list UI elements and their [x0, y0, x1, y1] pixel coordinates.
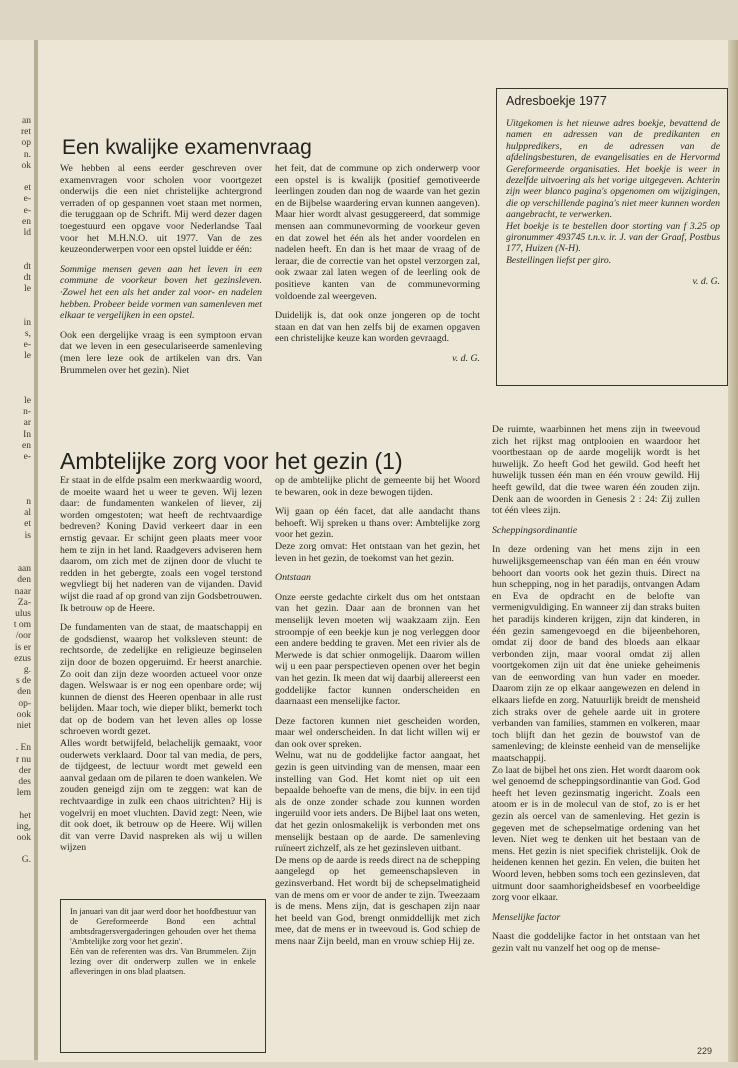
article1-quote: Sommige mensen geven aan het leven in een commune de voorkeur boven het gezinsleven. ·Zowel het een als het ander zal voor- en nadelen hebben. Probeer beide vormen van samenleven met elkaar te vergelijken in een opstel.: [60, 263, 262, 322]
article2-column-3: [492, 424, 700, 963]
section-heading-ontstaan: Ontstaan: [275, 572, 311, 584]
adresboekje-title: Adresboekje 1977: [506, 94, 607, 108]
article1-paragraph: We hebben al eens eerder geschreven over examenvragen voor scholen voor voortgezet onderwijs die een niet christelijke achtergrond verraden of op gespannen voet staan met normen, die teruggaan op de Schrift. Mij werd dezer dagen toegestuurd een opgave voor Nederlandse Taal voor het M.H.N.O. uit 1977. Van de zes keuzeonderwerpen voor een opstel luidde er één:: [60, 163, 262, 256]
adresboekje-paragraph: Het boekje is te bestellen door storting van f 3.25 op gironummer 493745 t.n.v. ir. J. van der Graaf, Postbus 177, Huizen (N-H).: [506, 220, 720, 255]
section-heading-menselijke-factor: Menselijke factor: [492, 911, 561, 923]
article2-paragraph: Zo laat de bijbel het ons zien. Het wordt daarom ook wel genoemd de scheppingsordinantie van God. God heeft het leven gezinsmatig ingericht. Zoals een atoom er is in de molecul van de stof, zo is er het gezin als oercel van de samenleving. Het gezin is gegeven met de schepselmatige ordening van het leven. Niet weg te denken uit het bestaan van de mens. Het gezin is niet specifiek christelijk. Ook de heidenen kennen het gezin. En velen, die buiten het Woord leven, hebben soms toch een gezinsleven, dat uitmunt door saamhorigheidsbesef en voorbeeldige zorg voor elkaar.: [492, 764, 700, 904]
lecture-notice-text: [70, 906, 256, 976]
article1-paragraph: Ook een dergelijke vraag is een symptoon ervan dat we leven in een geseculariseerde samenleving (men lere leze ook de artikelen van drs. Van Brummelen over het gezin). Niet: [60, 329, 262, 376]
previous-page-edge: [0, 40, 34, 1060]
article2-paragraph: Welnu, wat nu de goddelijke factor aangaat, het gezin is geen uitvinding van de mensen, maar een instelling van God. Het komt niet op uit een bepaalde behoefte van de mens, die bijv. in een tijd als de onze zonder schade zou kunnen worden ingeruild voor iets anders. De Bijbel laat ons weten, dat het gezin onlosmakelijk is verbonden met ons menselijk bestaan op de aarde. De samenleving ruïneert zichzelf, als ze het gezinsleven uitbant.: [275, 750, 480, 855]
article1-column-left: [60, 163, 262, 384]
article2-paragraph: In deze ordening van het mens zijn in een huwelijksgemeenschap van één man en één vrouw behoort dan voorts ook het gezin thuis. Direct na hun schepping, nog in het paradijs, ontvangen Adam en Eva de opdracht en de belofte van vermenigvuldiging. En wanneer zij dan straks buiten het paradijs kinderen krijgen, zijn dat kinderen, in één gezin samengevoegd en die bijeenbehoren, omdat zij door de band des bloeds aan elkaar verbonden zijn, maar vooral omdat zij allen voortgekomen zijn uit dat ène unieke geheimenis van de eenwording van hun vader en moeder. Daarom zijn ze op elkaar aangewezen en delend in elkaars liefde en zorg. Natuurlijk breidt de mensheid zich straks over de gehele aarde uit in grotere verbanden van families, stammen en volkeren, maar toch blijft dan het gezin de bouwstof van de samenleving; de kleinste eenheid van de menselijke maatschappij.: [492, 544, 700, 765]
article1-paragraph: Duidelijk is, dat ook onze jongeren op de tocht staan en dat van hen zelfs bij de examen opgaven een christelijke keuze kan worden gevraagd.: [275, 310, 480, 345]
article2-paragraph: Alles wordt betwijfeld, belachelijk gemaakt, voor ouderwets verklaard. Door tal van media, de pers, de tijdgeest, de lectuur wordt met geweld een aanval gedaan om de pilaren te doen wankelen. We zouden geneigd zijn om te zeggen: wat kan de rechtvaardige in zulk een chaos uitrichten? Hij is vogelvrij en moet vluchten. David zegt: Neen, wie dit ook doet, ik betrouw op de Heere. Wij willen dit van verre David naspreken als wij u willen wijzen: [60, 738, 262, 854]
magazine-page: [38, 40, 728, 1062]
article2-paragraph: De ruimte, waarbinnen het mens zijn in tweevoud zich het rijkst mag ontplooien en waardoor het voortbestaan op de aarde mogelijk wordt is het huwelijk. Zo heeft God het gewild. God heeft het huwelijk tussen één man en één vrouw gewild. Hij heeft gewild, dat die twee waren één zouden zijn. Denk aan de woorden in Genesis 2 : 24: Zij zullen tot één vlees zijn.: [492, 424, 700, 517]
article2-column-1: [60, 475, 262, 862]
article2-paragraph: op de ambtelijke plicht de gemeente bij het Woord te bewaren, ook in deze bewogen tijden.: [275, 475, 480, 498]
adresboekje-paragraph: Bestellingen liefst per giro.: [506, 254, 612, 266]
page-number: 229: [696, 1046, 712, 1056]
article2-paragraph: Naast die goddelijke factor in het ontstaan van het gezin valt nu vanzelf het oog op de mense-: [492, 931, 700, 954]
previous-page-fragments: an ret op n. ok et e- e- en ld dt dt le in s, e- le le n- ar In en e- n al et is aan den naar Za- ulus t om /oor is er ezus g. s de den op- ook niet . En r nu der des lem het ing, ook G.: [13, 116, 31, 866]
article2-paragraph: Deze zorg omvat: Het ontstaan van het gezin, het leven in het gezin, de toekomst van het gezin.: [275, 540, 480, 564]
article2-title: Ambtelijke zorg voor het gezin (1): [60, 448, 403, 474]
section-heading-scheppingsordinantie: Scheppingsordinantie: [492, 524, 578, 536]
page-edge: [728, 40, 738, 1062]
article2-paragraph: Onze eerste gedachte cirkelt dus om het ontstaan van het gezin. Daar aan de bronnen van het menselijk leven moeten wij waakzaam zijn. Een stroompje of een beekje kun je nog verleggen door een andere bedding te graven. Met een rivier als de Merwede is dat schier onmogelijk. Daarom willen wij u een paar perspectieven openen over het begin van het gezin. Ik meen dat wij daarbij allereerst een goddelijke factor kunnen onderscheiden en daarnaast een menselijke factor.: [275, 591, 480, 708]
lecture-notice-paragraph: In januari van dit jaar werd door het hoofdbestuur van de Gereformeerde Bond een achttal ambtsdragersvergaderingen gehouden over het thema 'Ambtelijke zorg voor het gezin'.: [70, 906, 256, 946]
article2-paragraph: Deze factoren kunnen niet gescheiden worden, maar wel onderscheiden. In dat licht willen wij er dan ook over spreken.: [275, 715, 480, 750]
lecture-notice-paragraph: Eén van de referenten was drs. Van Brummelen. Zijn lezing over dit onderwerp zullen we in enkele afleveringen in ons blad plaatsen.: [70, 946, 256, 976]
article2-paragraph: De mens op de aarde is reeds direct na de schepping aangelegd op het gemeenschapsleven in gezinsverband. Het wordt bij de schepselmatigheid van de mens om er voor de ander te zijn. Tweezaam is de mens. Mens zijn, dat is geschapen zijn naar het beeld van God, brengt onmiddellijk met zich mee, dat de mens er in tweevoud is. God schiep de mens naar Zijn beeld, man en vrouw schiep Hij ze.: [275, 854, 480, 947]
adresboekje-paragraph: Uitgekomen is het nieuwe adres boekje, bevattend de namen en adressen van de predikanten en hulppredikers, en de adressen van de afdelingsbesturen, de evangelisaties en de Hervormd Gereformeerde organisaties. Het boekje is weer in dezelfde uitvoering als het vorige uitgegeven. Achterin zijn weer blanco pagina's opgenomen om wijzigingen, die op verschillende pagina's niet meer kunnen worden aangebracht, te verwerken.: [506, 118, 720, 221]
article1-title: Een kwalijke examenvraag: [62, 136, 312, 159]
article2-paragraph: De fundamenten van de staat, de maatschappij en de godsdienst, waarop het volksleven steunt: de rechtsorde, de zedelijke en religieuze beginselen zijn door de bozen opgeruimd. Er heerst anarchie. Zo ooit dan zijn deze woorden actueel voor onze dagen. Welswaar is er nog een openbare orde; wij kunnen de dienst des Heeren openbaar in alle rust belijden. Maar toch, wie dieper blikt, bemerkt toch dat op de bodem van het leven alles op losse schroeven wordt gezet.: [60, 622, 262, 738]
article1-paragraph: het feit, dat de commune op zich onderwerp voor een opstel is is kwalijk (positief gemotiveerde leerlingen zouden dan nog de waarde van het gezin en de Bijbelse waardering ervan kunnen aangeven). Maar hier wordt alvast gesuggereerd, dat sommige mensen aan communevorming de voorkeur geven en dat zowel het één als het ander voordelen en nadelen heeft. En dan is het maar de vraag of de leraar, die de correctie van het opstel verzorgen zal, ook zwaar zal laten wegen of de leerling ook de positieve kanten van de communevorming voldoende zal weergeven.: [275, 163, 480, 302]
adresboekje-body: [506, 118, 720, 296]
article2-paragraph: Er staat in de elfde psalm een merkwaardig woord, de moeite waard het u weer te geven. Wij lezen daar: de fundamenten wankelen of liever, zij worden omgestoten; wat heeft de rechtvaardige bedreven? Koning David verkeert daar in een ernstig gevaar. Er schijnt geen plaats meer voor hem te zijn in het land. Raadgevers adviseren hem daarom, om zich met de zijnen door de vlucht te redden in het gebergte, zoals een vogel terstond wegvliegt bij het naderen van de vijanden. David wijst die raad af op grond van zijn Godsbetrouwen. Ik betrouw op de Heere.: [60, 475, 262, 614]
article1-signature: v. d. G.: [452, 352, 480, 364]
article1-column-right: [275, 163, 480, 373]
article2-paragraph: Wij gaan op één facet, dat alle aandacht thans behoeft. Wij spreken u thans over: Ambtelijke zorg voor het gezin.: [275, 506, 480, 541]
adresboekje-signature: v. d. G.: [692, 276, 720, 288]
article2-column-2: [275, 475, 480, 956]
